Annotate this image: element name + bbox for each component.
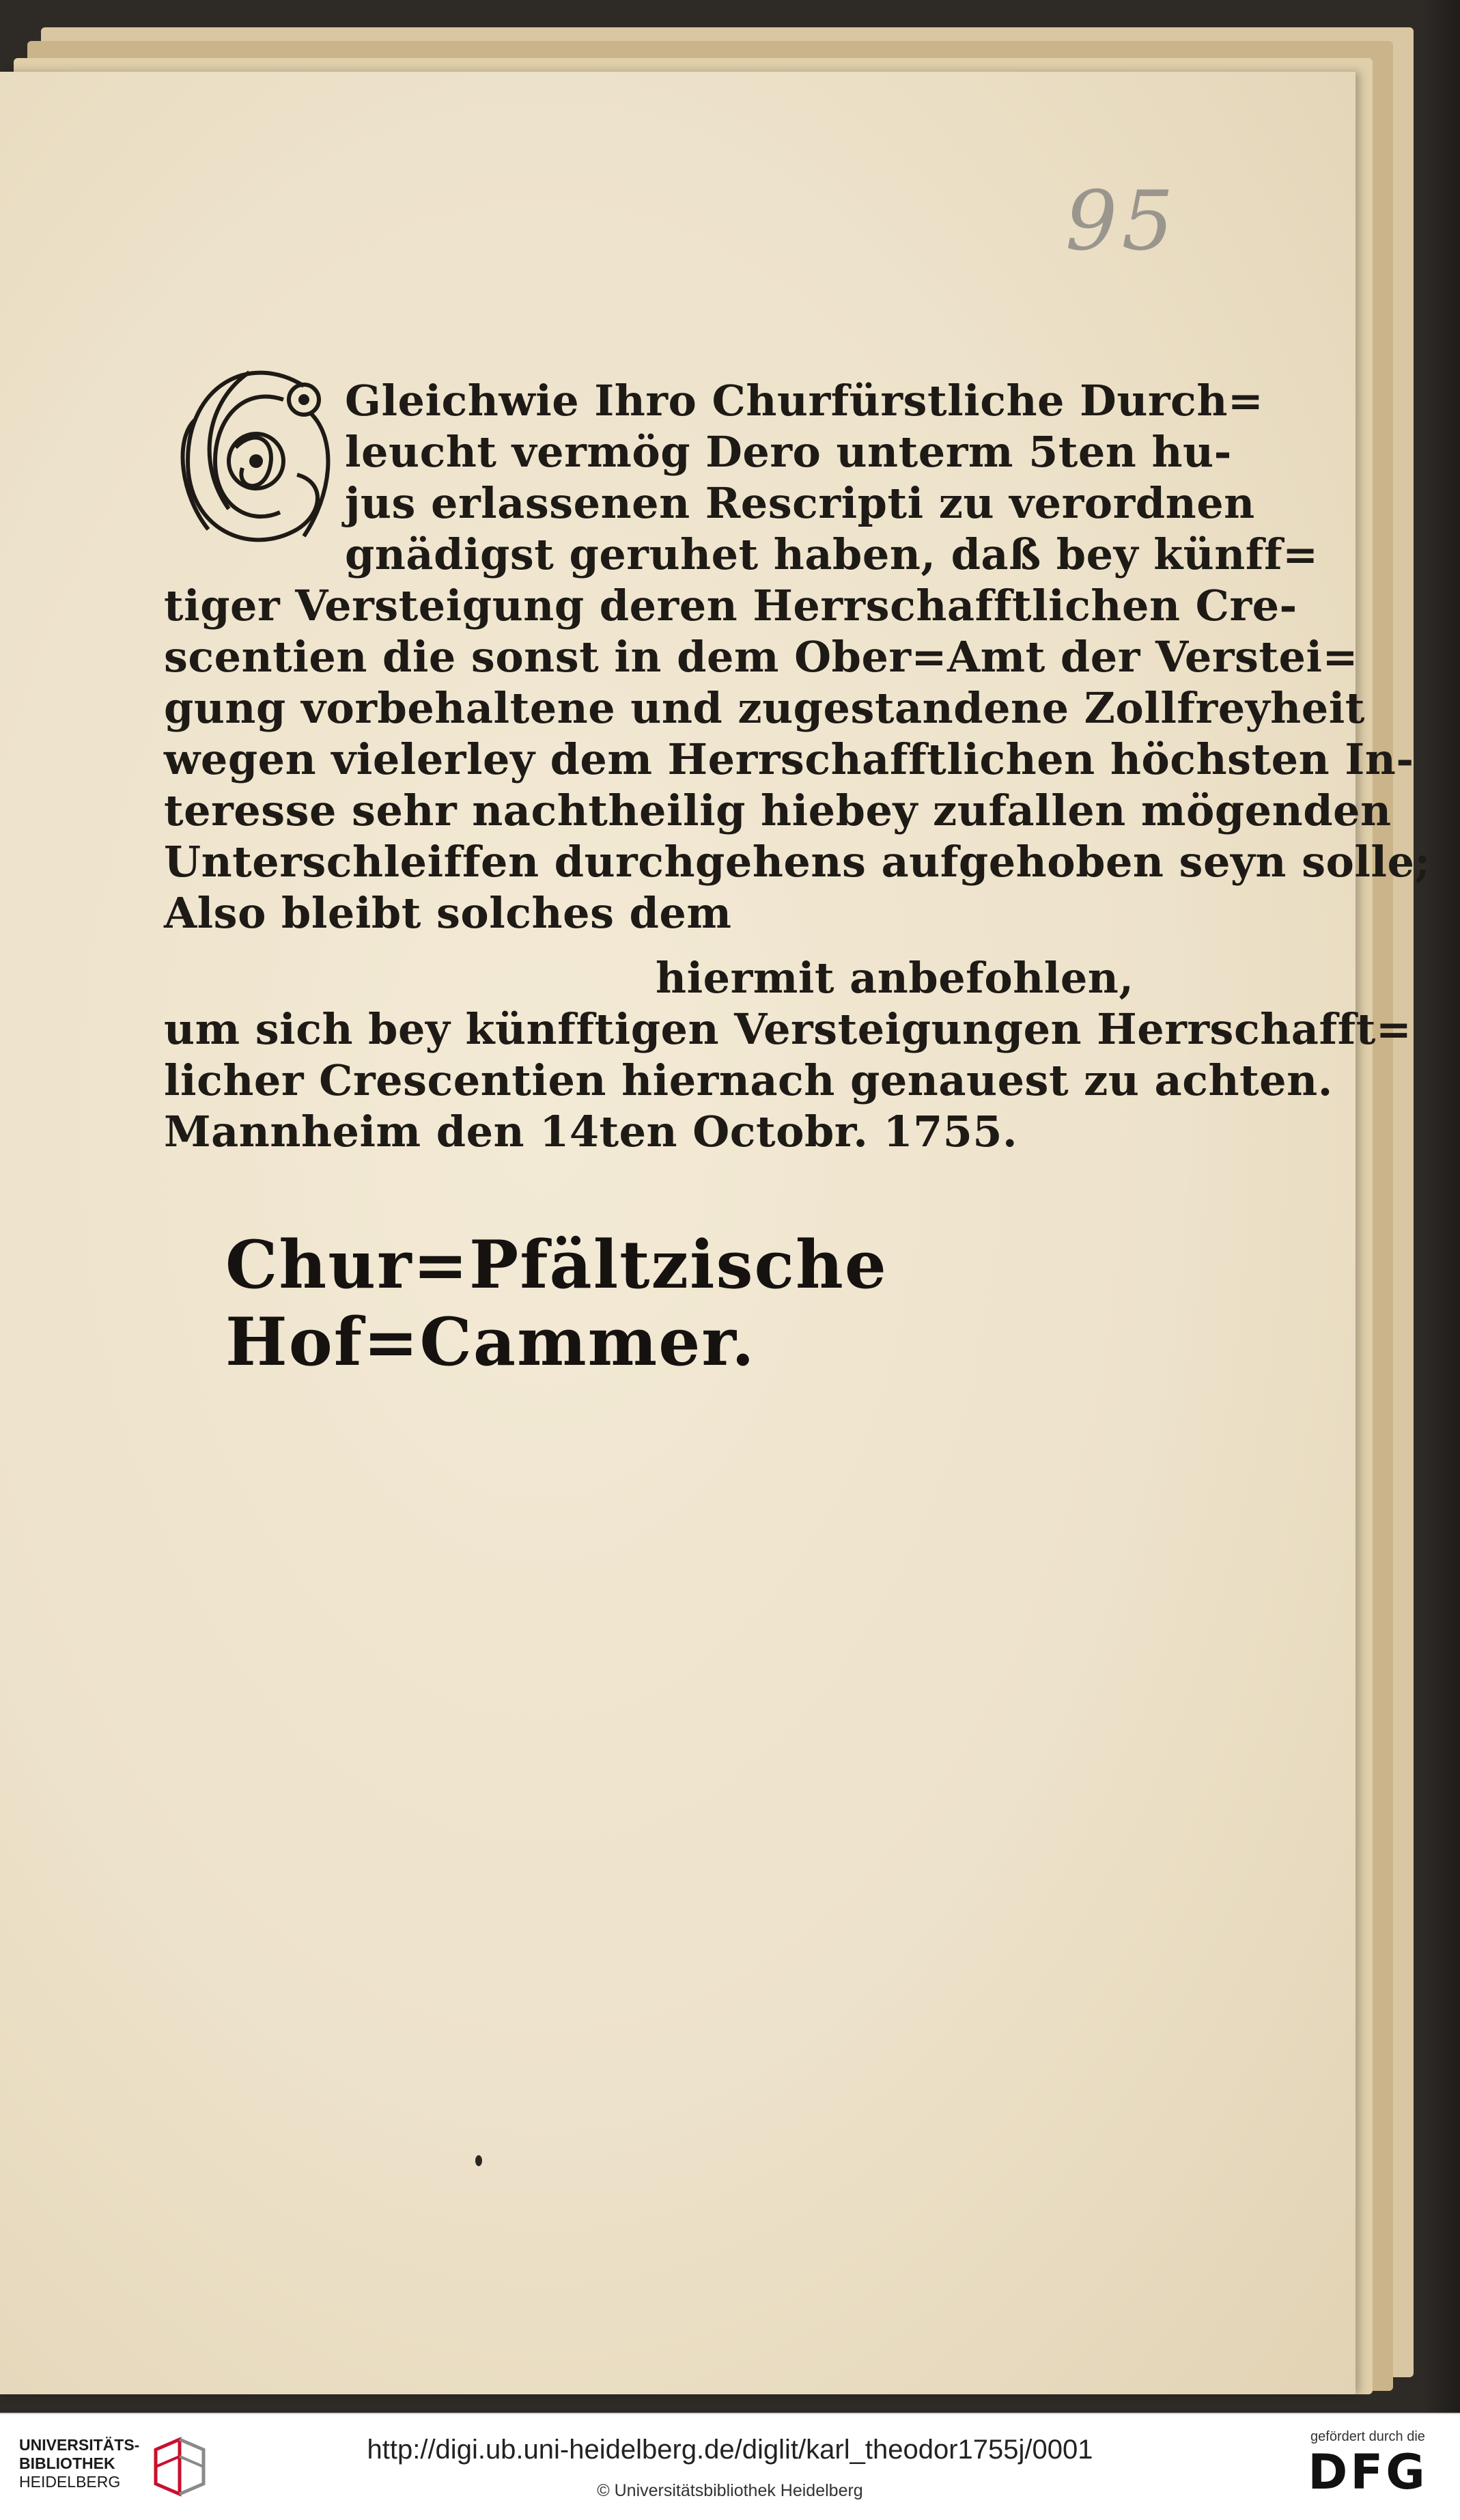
document-url-link[interactable]: http://digi.ub.uni-heidelberg.de/diglit/karl_theodor1755j/0001 <box>367 2435 1093 2465</box>
text-line: licher Crescentien hiernach genauest zu achten. <box>164 1055 1333 1105</box>
funder-logo[interactable] <box>1296 2429 1440 2504</box>
text-line: Also bleibt solches dem <box>164 888 732 938</box>
signature: Chur=Pfältzische Hof=Cammer. <box>225 1226 888 1381</box>
ink-spot <box>475 2155 482 2166</box>
library-name: UNIVERSITÄTS- BIBLIOTHEK HEIDELBERG <box>19 2436 140 2491</box>
text-line: teresse sehr nachtheilig hiebey zufallen mögenden <box>164 786 1392 835</box>
funding-caption: gefördert durch die <box>1310 2429 1425 2444</box>
text-line: leucht vermög Dero unterm 5ten hu- <box>345 427 1232 477</box>
copyright-notice: © Universitätsbibliothek Heidelberg <box>597 2481 863 2500</box>
text-line: wegen vielerley dem Herrschafftlichen höchsten In- <box>164 734 1414 784</box>
folio-number: 95 <box>1065 174 1178 269</box>
decorative-initial <box>167 359 345 564</box>
text-line: gnädigst geruhet haben, daß bey künff= <box>345 529 1319 579</box>
text-line: gung vorbehaltene und zugestandene Zollfreyheit <box>164 683 1365 733</box>
document-body <box>0 72 1431 2394</box>
viewer-footer <box>0 2413 1460 2520</box>
date-line: Mannheim den 14ten Octobr. 1755. <box>164 1107 1018 1157</box>
dfg-logo-text: DFG <box>1308 2444 1428 2500</box>
text-line: Gleichwie Ihro Churfürstliche Durch= <box>345 376 1264 426</box>
text-line: tiger Versteigung deren Herrschafftlichen Cre- <box>164 581 1297 631</box>
text-line: um sich bey künfftigen Versteigungen Herrschafft= <box>164 1004 1412 1054</box>
text-line: Unterschleiffen durchgehens aufgehoben seyn solle; <box>164 837 1431 887</box>
document-page <box>0 72 1431 2394</box>
text-line: hiermit anbefohlen, <box>656 953 1134 1003</box>
text-line: scentien die sonst in dem Ober=Amt der Verstei= <box>164 632 1358 682</box>
text-line: jus erlassenen Rescripti zu verordnen <box>345 478 1255 528</box>
